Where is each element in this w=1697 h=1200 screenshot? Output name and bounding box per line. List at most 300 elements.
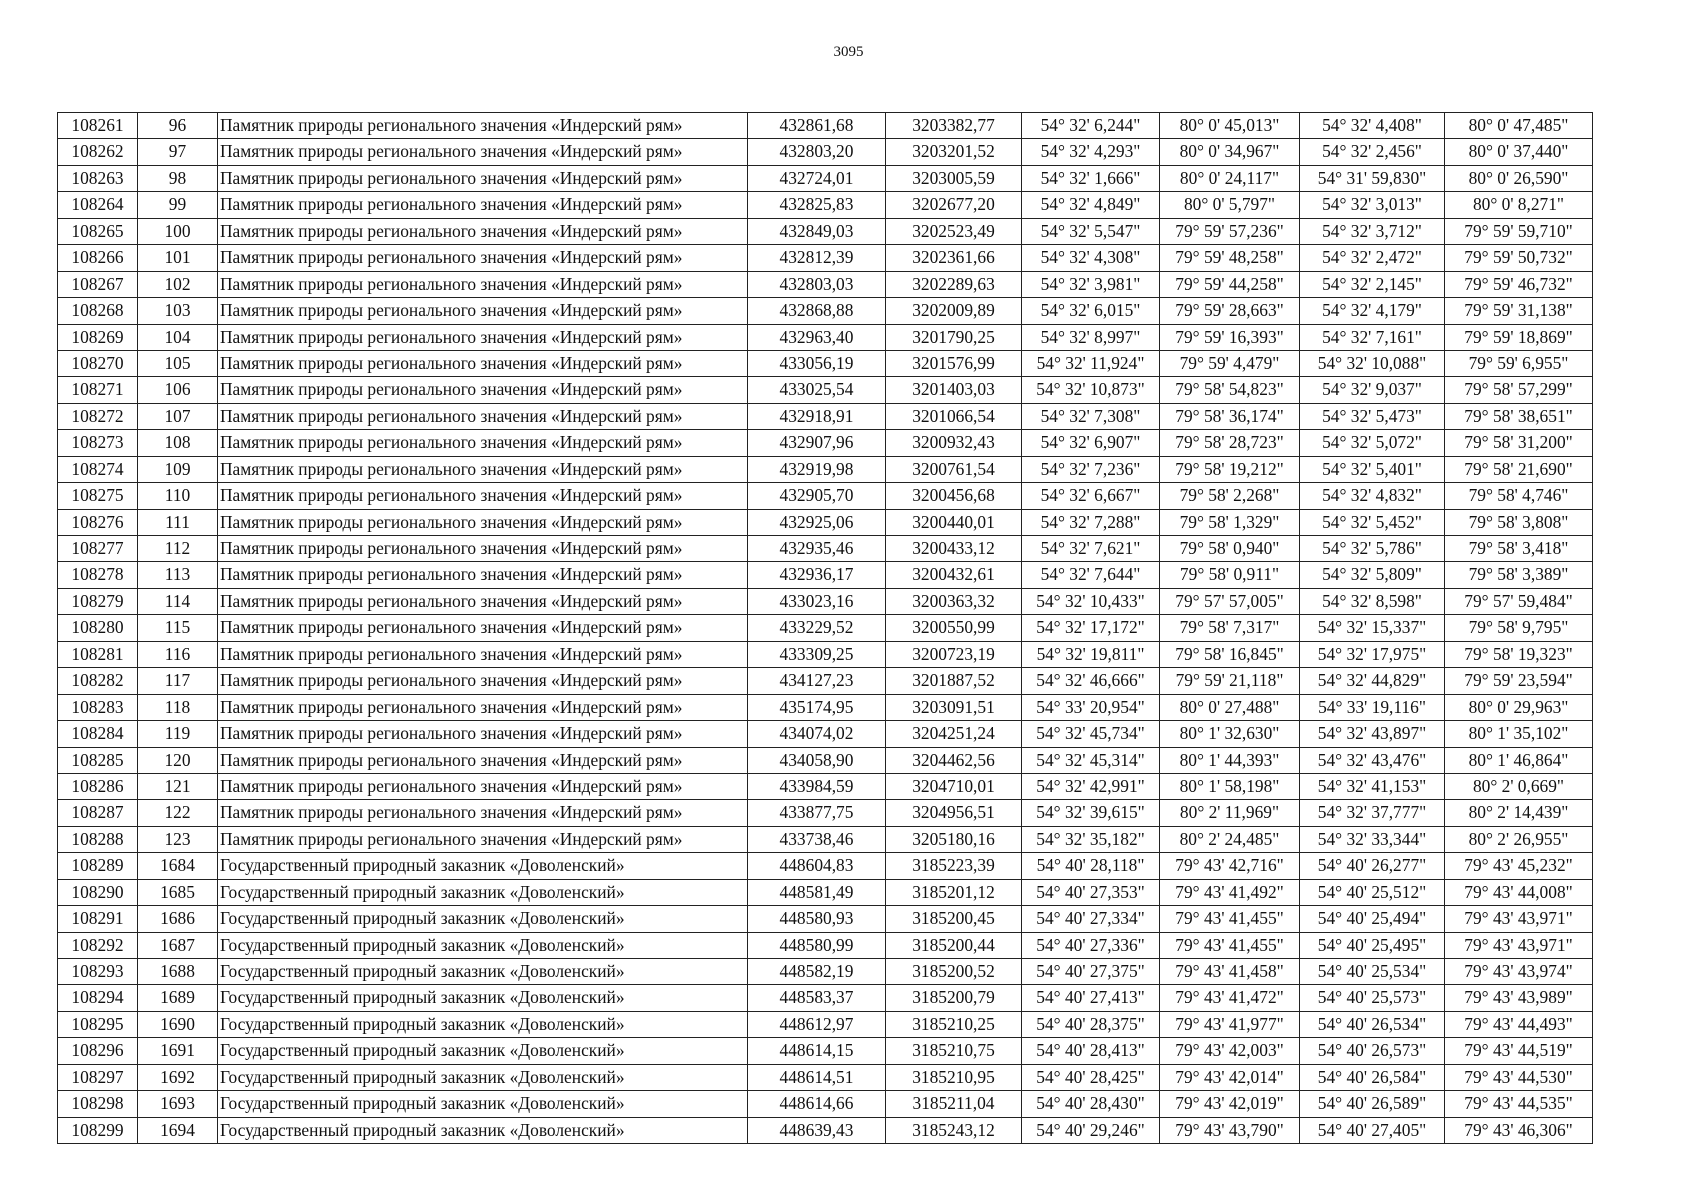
record-id-cell: 108263	[58, 165, 138, 191]
latitude-1-cell: 54° 40' 27,353"	[1022, 879, 1160, 905]
latitude-1-cell: 54° 32' 10,873"	[1022, 377, 1160, 403]
point-number-cell: 1689	[138, 985, 218, 1011]
latitude-2-cell: 54° 32' 41,153"	[1300, 773, 1445, 799]
latitude-1-cell: 54° 32' 3,981"	[1022, 271, 1160, 297]
latitude-1-cell: 54° 32' 4,849"	[1022, 192, 1160, 218]
longitude-2-cell: 79° 58' 4,746"	[1445, 483, 1593, 509]
latitude-1-cell: 54° 32' 7,236"	[1022, 456, 1160, 482]
longitude-1-cell: 80° 1' 44,393"	[1160, 747, 1300, 773]
longitude-2-cell: 80° 2' 26,955"	[1445, 826, 1593, 852]
y-coordinate-cell: 3185223,39	[886, 853, 1022, 879]
x-coordinate-cell: 432907,96	[748, 430, 886, 456]
point-number-cell: 121	[138, 773, 218, 799]
record-id-cell: 108276	[58, 509, 138, 535]
record-id-cell: 108270	[58, 350, 138, 376]
longitude-2-cell: 79° 59' 50,732"	[1445, 245, 1593, 271]
territory-name-cell: Памятник природы регионального значения «Индерский рям»	[218, 694, 748, 720]
point-number-cell: 109	[138, 456, 218, 482]
point-number-cell: 1694	[138, 1117, 218, 1143]
table-row	[58, 906, 1593, 932]
y-coordinate-cell: 3201576,99	[886, 350, 1022, 376]
table-row	[58, 298, 1593, 324]
longitude-1-cell: 80° 0' 27,488"	[1160, 694, 1300, 720]
record-id-cell: 108280	[58, 615, 138, 641]
longitude-2-cell: 79° 59' 46,732"	[1445, 271, 1593, 297]
longitude-2-cell: 80° 1' 46,864"	[1445, 747, 1593, 773]
y-coordinate-cell: 3203201,52	[886, 139, 1022, 165]
record-id-cell: 108279	[58, 588, 138, 614]
longitude-2-cell: 79° 59' 6,955"	[1445, 350, 1593, 376]
record-id-cell: 108289	[58, 853, 138, 879]
territory-name-cell: Государственный природный заказник «Доволенский»	[218, 1117, 748, 1143]
x-coordinate-cell: 433877,75	[748, 800, 886, 826]
table-row	[58, 747, 1593, 773]
latitude-2-cell: 54° 32' 2,456"	[1300, 139, 1445, 165]
latitude-2-cell: 54° 40' 25,534"	[1300, 959, 1445, 985]
table-row	[58, 139, 1593, 165]
territory-name-cell: Памятник природы регионального значения «Индерский рям»	[218, 377, 748, 403]
longitude-2-cell: 79° 43' 44,535"	[1445, 1091, 1593, 1117]
latitude-1-cell: 54° 32' 8,997"	[1022, 324, 1160, 350]
table-row	[58, 271, 1593, 297]
latitude-1-cell: 54° 32' 46,666"	[1022, 668, 1160, 694]
latitude-1-cell: 54° 40' 28,118"	[1022, 853, 1160, 879]
y-coordinate-cell: 3200433,12	[886, 536, 1022, 562]
territory-name-cell: Памятник природы регионального значения «Индерский рям»	[218, 245, 748, 271]
territory-name-cell: Государственный природный заказник «Доволенский»	[218, 1064, 748, 1090]
y-coordinate-cell: 3185211,04	[886, 1091, 1022, 1117]
x-coordinate-cell: 448639,43	[748, 1117, 886, 1143]
latitude-1-cell: 54° 32' 5,547"	[1022, 218, 1160, 244]
longitude-1-cell: 79° 59' 4,479"	[1160, 350, 1300, 376]
y-coordinate-cell: 3201066,54	[886, 403, 1022, 429]
longitude-1-cell: 79° 58' 1,329"	[1160, 509, 1300, 535]
longitude-1-cell: 79° 43' 41,472"	[1160, 985, 1300, 1011]
table-body	[58, 113, 1593, 1144]
table-row	[58, 773, 1593, 799]
territory-name-cell: Памятник природы регионального значения «Индерский рям»	[218, 509, 748, 535]
point-number-cell: 1693	[138, 1091, 218, 1117]
latitude-1-cell: 54° 40' 29,246"	[1022, 1117, 1160, 1143]
table-row	[58, 403, 1593, 429]
longitude-2-cell: 80° 2' 14,439"	[1445, 800, 1593, 826]
latitude-2-cell: 54° 32' 17,975"	[1300, 641, 1445, 667]
record-id-cell: 108261	[58, 113, 138, 139]
point-number-cell: 1685	[138, 879, 218, 905]
y-coordinate-cell: 3185243,12	[886, 1117, 1022, 1143]
longitude-2-cell: 79° 59' 18,869"	[1445, 324, 1593, 350]
point-number-cell: 119	[138, 721, 218, 747]
longitude-2-cell: 79° 43' 43,989"	[1445, 985, 1593, 1011]
record-id-cell: 108286	[58, 773, 138, 799]
longitude-1-cell: 79° 58' 54,823"	[1160, 377, 1300, 403]
territory-name-cell: Памятник природы регионального значения «Индерский рям»	[218, 456, 748, 482]
territory-name-cell: Памятник природы регионального значения «Индерский рям»	[218, 483, 748, 509]
y-coordinate-cell: 3202009,89	[886, 298, 1022, 324]
table-row	[58, 588, 1593, 614]
longitude-2-cell: 80° 0' 29,963"	[1445, 694, 1593, 720]
latitude-2-cell: 54° 32' 3,712"	[1300, 218, 1445, 244]
table-row	[58, 694, 1593, 720]
longitude-2-cell: 80° 0' 8,271"	[1445, 192, 1593, 218]
record-id-cell: 108268	[58, 298, 138, 324]
territory-name-cell: Государственный природный заказник «Доволенский»	[218, 906, 748, 932]
point-number-cell: 101	[138, 245, 218, 271]
latitude-2-cell: 54° 32' 5,401"	[1300, 456, 1445, 482]
latitude-1-cell: 54° 32' 45,314"	[1022, 747, 1160, 773]
point-number-cell: 113	[138, 562, 218, 588]
latitude-2-cell: 54° 32' 5,473"	[1300, 403, 1445, 429]
territory-name-cell: Памятник природы регионального значения «Индерский рям»	[218, 615, 748, 641]
x-coordinate-cell: 435174,95	[748, 694, 886, 720]
latitude-2-cell: 54° 40' 26,589"	[1300, 1091, 1445, 1117]
x-coordinate-cell: 432919,98	[748, 456, 886, 482]
y-coordinate-cell: 3205180,16	[886, 826, 1022, 852]
y-coordinate-cell: 3200723,19	[886, 641, 1022, 667]
territory-name-cell: Памятник природы регионального значения «Индерский рям»	[218, 350, 748, 376]
point-number-cell: 1684	[138, 853, 218, 879]
table-row	[58, 959, 1593, 985]
point-number-cell: 97	[138, 139, 218, 165]
latitude-2-cell: 54° 40' 25,494"	[1300, 906, 1445, 932]
x-coordinate-cell: 448612,97	[748, 1011, 886, 1037]
longitude-1-cell: 79° 43' 42,019"	[1160, 1091, 1300, 1117]
latitude-1-cell: 54° 40' 27,334"	[1022, 906, 1160, 932]
table-row	[58, 721, 1593, 747]
point-number-cell: 105	[138, 350, 218, 376]
x-coordinate-cell: 432868,88	[748, 298, 886, 324]
x-coordinate-cell: 432861,68	[748, 113, 886, 139]
table-row	[58, 800, 1593, 826]
latitude-2-cell: 54° 32' 4,179"	[1300, 298, 1445, 324]
territory-name-cell: Государственный природный заказник «Доволенский»	[218, 932, 748, 958]
longitude-2-cell: 80° 0' 26,590"	[1445, 165, 1593, 191]
latitude-2-cell: 54° 32' 4,408"	[1300, 113, 1445, 139]
y-coordinate-cell: 3202677,20	[886, 192, 1022, 218]
latitude-2-cell: 54° 32' 5,452"	[1300, 509, 1445, 535]
longitude-1-cell: 79° 59' 21,118"	[1160, 668, 1300, 694]
latitude-2-cell: 54° 32' 7,161"	[1300, 324, 1445, 350]
y-coordinate-cell: 3200440,01	[886, 509, 1022, 535]
x-coordinate-cell: 432825,83	[748, 192, 886, 218]
y-coordinate-cell: 3185210,25	[886, 1011, 1022, 1037]
table-row	[58, 562, 1593, 588]
latitude-2-cell: 54° 40' 26,584"	[1300, 1064, 1445, 1090]
latitude-1-cell: 54° 32' 6,244"	[1022, 113, 1160, 139]
record-id-cell: 108292	[58, 932, 138, 958]
latitude-2-cell: 54° 31' 59,830"	[1300, 165, 1445, 191]
point-number-cell: 110	[138, 483, 218, 509]
longitude-1-cell: 80° 0' 34,967"	[1160, 139, 1300, 165]
longitude-1-cell: 80° 2' 11,969"	[1160, 800, 1300, 826]
latitude-1-cell: 54° 32' 19,811"	[1022, 641, 1160, 667]
latitude-2-cell: 54° 32' 2,472"	[1300, 245, 1445, 271]
x-coordinate-cell: 448583,37	[748, 985, 886, 1011]
record-id-cell: 108267	[58, 271, 138, 297]
longitude-2-cell: 79° 58' 3,389"	[1445, 562, 1593, 588]
territory-name-cell: Памятник природы регионального значения «Индерский рям»	[218, 298, 748, 324]
longitude-1-cell: 79° 43' 41,455"	[1160, 932, 1300, 958]
latitude-1-cell: 54° 32' 7,644"	[1022, 562, 1160, 588]
x-coordinate-cell: 432918,91	[748, 403, 886, 429]
y-coordinate-cell: 3203091,51	[886, 694, 1022, 720]
territory-name-cell: Памятник природы регионального значения «Индерский рям»	[218, 721, 748, 747]
record-id-cell: 108284	[58, 721, 138, 747]
territory-name-cell: Государственный природный заказник «Доволенский»	[218, 1091, 748, 1117]
latitude-2-cell: 54° 32' 33,344"	[1300, 826, 1445, 852]
x-coordinate-cell: 433229,52	[748, 615, 886, 641]
latitude-1-cell: 54° 32' 6,667"	[1022, 483, 1160, 509]
longitude-2-cell: 80° 1' 35,102"	[1445, 721, 1593, 747]
longitude-2-cell: 79° 58' 57,299"	[1445, 377, 1593, 403]
table-row	[58, 509, 1593, 535]
latitude-2-cell: 54° 32' 15,337"	[1300, 615, 1445, 641]
longitude-2-cell: 79° 43' 44,519"	[1445, 1038, 1593, 1064]
y-coordinate-cell: 3204462,56	[886, 747, 1022, 773]
y-coordinate-cell: 3185200,79	[886, 985, 1022, 1011]
territory-name-cell: Памятник природы регионального значения «Индерский рям»	[218, 113, 748, 139]
latitude-1-cell: 54° 32' 45,734"	[1022, 721, 1160, 747]
longitude-1-cell: 79° 58' 7,317"	[1160, 615, 1300, 641]
point-number-cell: 106	[138, 377, 218, 403]
x-coordinate-cell: 448614,51	[748, 1064, 886, 1090]
record-id-cell: 108295	[58, 1011, 138, 1037]
x-coordinate-cell: 448614,15	[748, 1038, 886, 1064]
x-coordinate-cell: 432812,39	[748, 245, 886, 271]
latitude-1-cell: 54° 32' 42,991"	[1022, 773, 1160, 799]
latitude-2-cell: 54° 40' 26,277"	[1300, 853, 1445, 879]
point-number-cell: 1692	[138, 1064, 218, 1090]
territory-name-cell: Памятник природы регионального значения «Индерский рям»	[218, 165, 748, 191]
longitude-1-cell: 79° 43' 41,977"	[1160, 1011, 1300, 1037]
latitude-2-cell: 54° 40' 25,495"	[1300, 932, 1445, 958]
table-row	[58, 350, 1593, 376]
latitude-1-cell: 54° 32' 6,015"	[1022, 298, 1160, 324]
record-id-cell: 108282	[58, 668, 138, 694]
latitude-1-cell: 54° 40' 27,375"	[1022, 959, 1160, 985]
record-id-cell: 108290	[58, 879, 138, 905]
table-row	[58, 1038, 1593, 1064]
y-coordinate-cell: 3200761,54	[886, 456, 1022, 482]
record-id-cell: 108299	[58, 1117, 138, 1143]
latitude-1-cell: 54° 32' 35,182"	[1022, 826, 1160, 852]
x-coordinate-cell: 432803,03	[748, 271, 886, 297]
record-id-cell: 108277	[58, 536, 138, 562]
latitude-1-cell: 54° 40' 27,336"	[1022, 932, 1160, 958]
latitude-1-cell: 54° 32' 7,288"	[1022, 509, 1160, 535]
point-number-cell: 98	[138, 165, 218, 191]
record-id-cell: 108298	[58, 1091, 138, 1117]
table-row	[58, 1011, 1593, 1037]
longitude-2-cell: 79° 58' 3,808"	[1445, 509, 1593, 535]
latitude-2-cell: 54° 32' 5,786"	[1300, 536, 1445, 562]
point-number-cell: 112	[138, 536, 218, 562]
territory-name-cell: Государственный природный заказник «Доволенский»	[218, 1011, 748, 1037]
longitude-1-cell: 79° 58' 0,940"	[1160, 536, 1300, 562]
x-coordinate-cell: 432905,70	[748, 483, 886, 509]
longitude-1-cell: 79° 57' 57,005"	[1160, 588, 1300, 614]
y-coordinate-cell: 3185210,75	[886, 1038, 1022, 1064]
x-coordinate-cell: 433023,16	[748, 588, 886, 614]
longitude-1-cell: 79° 43' 41,458"	[1160, 959, 1300, 985]
x-coordinate-cell: 434058,90	[748, 747, 886, 773]
longitude-2-cell: 79° 43' 44,008"	[1445, 879, 1593, 905]
territory-name-cell: Памятник природы регионального значения «Индерский рям»	[218, 403, 748, 429]
record-id-cell: 108291	[58, 906, 138, 932]
x-coordinate-cell: 432849,03	[748, 218, 886, 244]
longitude-2-cell: 80° 0' 37,440"	[1445, 139, 1593, 165]
longitude-1-cell: 80° 1' 58,198"	[1160, 773, 1300, 799]
territory-name-cell: Памятник природы регионального значения «Индерский рям»	[218, 826, 748, 852]
y-coordinate-cell: 3204956,51	[886, 800, 1022, 826]
table-row	[58, 377, 1593, 403]
y-coordinate-cell: 3200932,43	[886, 430, 1022, 456]
territory-name-cell: Памятник природы регионального значения «Индерский рям»	[218, 562, 748, 588]
territory-name-cell: Памятник природы регионального значения «Индерский рям»	[218, 588, 748, 614]
table-row	[58, 853, 1593, 879]
longitude-1-cell: 80° 2' 24,485"	[1160, 826, 1300, 852]
table-row	[58, 192, 1593, 218]
record-id-cell: 108294	[58, 985, 138, 1011]
table-row	[58, 113, 1593, 139]
table-row	[58, 483, 1593, 509]
record-id-cell: 108285	[58, 747, 138, 773]
territory-name-cell: Государственный природный заказник «Доволенский»	[218, 985, 748, 1011]
y-coordinate-cell: 3202361,66	[886, 245, 1022, 271]
point-number-cell: 99	[138, 192, 218, 218]
point-number-cell: 103	[138, 298, 218, 324]
table-row	[58, 879, 1593, 905]
y-coordinate-cell: 3201403,03	[886, 377, 1022, 403]
longitude-2-cell: 79° 58' 31,200"	[1445, 430, 1593, 456]
territory-name-cell: Государственный природный заказник «Доволенский»	[218, 879, 748, 905]
longitude-1-cell: 79° 58' 2,268"	[1160, 483, 1300, 509]
latitude-2-cell: 54° 32' 9,037"	[1300, 377, 1445, 403]
x-coordinate-cell: 432925,06	[748, 509, 886, 535]
latitude-2-cell: 54° 32' 10,088"	[1300, 350, 1445, 376]
longitude-2-cell: 79° 58' 21,690"	[1445, 456, 1593, 482]
record-id-cell: 108271	[58, 377, 138, 403]
record-id-cell: 108297	[58, 1064, 138, 1090]
latitude-2-cell: 54° 32' 44,829"	[1300, 668, 1445, 694]
latitude-2-cell: 54° 32' 37,777"	[1300, 800, 1445, 826]
latitude-1-cell: 54° 40' 27,413"	[1022, 985, 1160, 1011]
latitude-2-cell: 54° 40' 26,573"	[1300, 1038, 1445, 1064]
territory-name-cell: Памятник природы регионального значения «Индерский рям»	[218, 747, 748, 773]
longitude-1-cell: 79° 59' 16,393"	[1160, 324, 1300, 350]
longitude-2-cell: 79° 59' 31,138"	[1445, 298, 1593, 324]
longitude-2-cell: 79° 43' 45,232"	[1445, 853, 1593, 879]
territory-name-cell: Памятник природы регионального значения «Индерский рям»	[218, 773, 748, 799]
record-id-cell: 108278	[58, 562, 138, 588]
territory-name-cell: Памятник природы регионального значения «Индерский рям»	[218, 271, 748, 297]
longitude-1-cell: 79° 43' 43,790"	[1160, 1117, 1300, 1143]
territory-name-cell: Государственный природный заказник «Доволенский»	[218, 959, 748, 985]
latitude-1-cell: 54° 32' 11,924"	[1022, 350, 1160, 376]
territory-name-cell: Памятник природы регионального значения «Индерский рям»	[218, 668, 748, 694]
latitude-1-cell: 54° 40' 28,425"	[1022, 1064, 1160, 1090]
point-number-cell: 96	[138, 113, 218, 139]
longitude-1-cell: 79° 58' 16,845"	[1160, 641, 1300, 667]
table-row	[58, 245, 1593, 271]
longitude-2-cell: 79° 43' 43,974"	[1445, 959, 1593, 985]
point-number-cell: 1691	[138, 1038, 218, 1064]
longitude-2-cell: 80° 0' 47,485"	[1445, 113, 1593, 139]
latitude-1-cell: 54° 32' 10,433"	[1022, 588, 1160, 614]
latitude-2-cell: 54° 40' 25,573"	[1300, 985, 1445, 1011]
longitude-2-cell: 79° 58' 38,651"	[1445, 403, 1593, 429]
latitude-2-cell: 54° 32' 43,476"	[1300, 747, 1445, 773]
record-id-cell: 108273	[58, 430, 138, 456]
longitude-1-cell: 80° 0' 24,117"	[1160, 165, 1300, 191]
latitude-1-cell: 54° 33' 20,954"	[1022, 694, 1160, 720]
territory-name-cell: Государственный природный заказник «Доволенский»	[218, 1038, 748, 1064]
record-id-cell: 108275	[58, 483, 138, 509]
record-id-cell: 108266	[58, 245, 138, 271]
record-id-cell: 108264	[58, 192, 138, 218]
record-id-cell: 108262	[58, 139, 138, 165]
x-coordinate-cell: 432963,40	[748, 324, 886, 350]
longitude-1-cell: 79° 58' 28,723"	[1160, 430, 1300, 456]
latitude-2-cell: 54° 32' 43,897"	[1300, 721, 1445, 747]
territory-name-cell: Памятник природы регионального значения «Индерский рям»	[218, 324, 748, 350]
point-number-cell: 102	[138, 271, 218, 297]
longitude-1-cell: 79° 43' 42,716"	[1160, 853, 1300, 879]
latitude-2-cell: 54° 32' 2,145"	[1300, 271, 1445, 297]
record-id-cell: 108281	[58, 641, 138, 667]
longitude-1-cell: 79° 59' 44,258"	[1160, 271, 1300, 297]
latitude-1-cell: 54° 40' 28,430"	[1022, 1091, 1160, 1117]
table-row	[58, 932, 1593, 958]
point-number-cell: 123	[138, 826, 218, 852]
x-coordinate-cell: 433025,54	[748, 377, 886, 403]
territory-name-cell: Памятник природы регионального значения «Индерский рям»	[218, 641, 748, 667]
longitude-1-cell: 79° 58' 0,911"	[1160, 562, 1300, 588]
x-coordinate-cell: 433984,59	[748, 773, 886, 799]
territory-name-cell: Памятник природы регионального значения «Индерский рям»	[218, 800, 748, 826]
y-coordinate-cell: 3185200,52	[886, 959, 1022, 985]
record-id-cell: 108274	[58, 456, 138, 482]
longitude-1-cell: 79° 43' 42,014"	[1160, 1064, 1300, 1090]
x-coordinate-cell: 448580,93	[748, 906, 886, 932]
x-coordinate-cell: 433309,25	[748, 641, 886, 667]
territory-name-cell: Памятник природы регионального значения «Индерский рям»	[218, 218, 748, 244]
y-coordinate-cell: 3200432,61	[886, 562, 1022, 588]
latitude-2-cell: 54° 32' 3,013"	[1300, 192, 1445, 218]
territory-name-cell: Памятник природы регионального значения «Индерский рям»	[218, 536, 748, 562]
y-coordinate-cell: 3200456,68	[886, 483, 1022, 509]
longitude-2-cell: 79° 58' 9,795"	[1445, 615, 1593, 641]
x-coordinate-cell: 432803,20	[748, 139, 886, 165]
longitude-2-cell: 79° 59' 59,710"	[1445, 218, 1593, 244]
table-row	[58, 165, 1593, 191]
point-number-cell: 1688	[138, 959, 218, 985]
point-number-cell: 118	[138, 694, 218, 720]
latitude-2-cell: 54° 40' 27,405"	[1300, 1117, 1445, 1143]
point-number-cell: 1687	[138, 932, 218, 958]
latitude-1-cell: 54° 32' 6,907"	[1022, 430, 1160, 456]
point-number-cell: 1686	[138, 906, 218, 932]
latitude-1-cell: 54° 32' 7,308"	[1022, 403, 1160, 429]
table-row	[58, 324, 1593, 350]
record-id-cell: 108293	[58, 959, 138, 985]
table-row	[58, 536, 1593, 562]
page-number: 3095	[833, 44, 864, 60]
longitude-1-cell: 79° 58' 36,174"	[1160, 403, 1300, 429]
territory-name-cell: Памятник природы регионального значения «Индерский рям»	[218, 192, 748, 218]
table-row	[58, 615, 1593, 641]
point-number-cell: 107	[138, 403, 218, 429]
